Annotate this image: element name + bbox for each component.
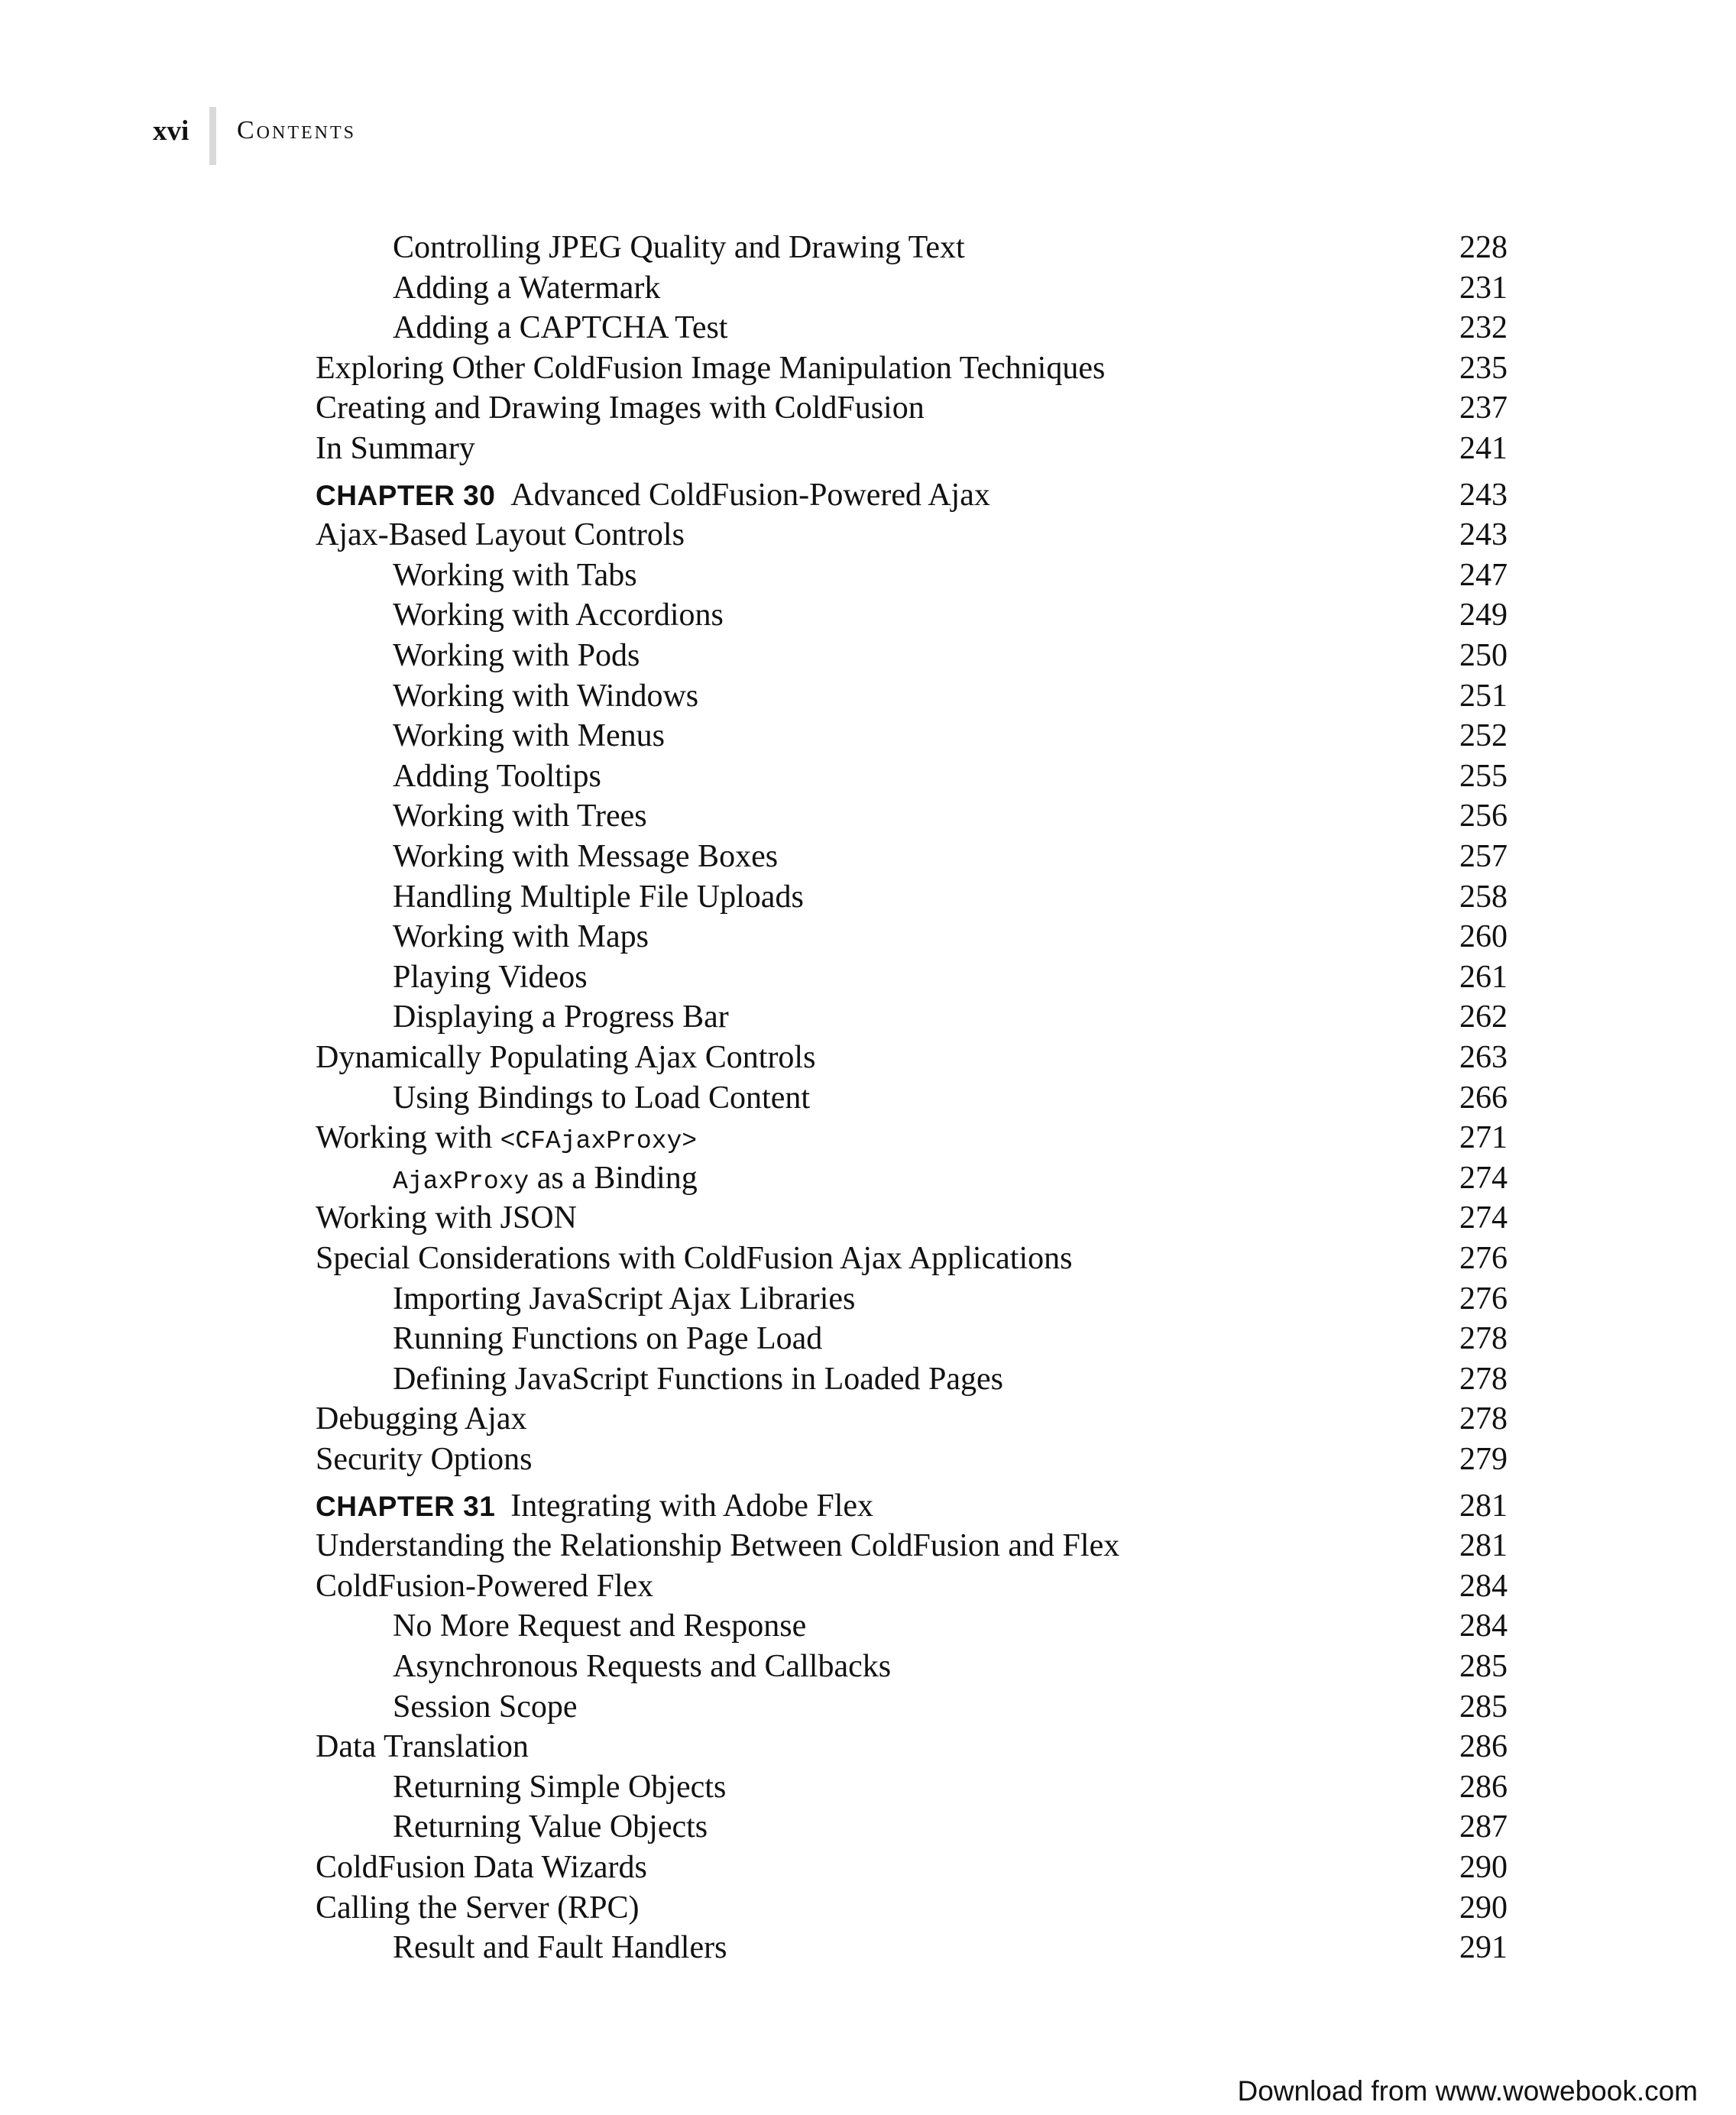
- toc-entry-title: [316, 388, 925, 429]
- toc-entry-text: Exploring Other ColdFusion Image Manipulation Techniques: [316, 350, 1106, 386]
- toc-page-number: 228: [1459, 230, 1508, 265]
- toc-page-number: 286: [1459, 1729, 1508, 1765]
- toc-entry-title: [393, 1647, 891, 1687]
- toc-entry-text: Integrating with Adobe Flex: [510, 1488, 874, 1524]
- toc-entry: [0, 1279, 1736, 1320]
- toc-entry-title: [316, 348, 1105, 389]
- toc-entry-text: Displaying a Progress Bar: [393, 999, 729, 1035]
- toc-entry: [0, 1038, 1736, 1078]
- toc-entry-title: [393, 228, 965, 268]
- page-number: xvi: [153, 115, 189, 147]
- toc-page-number: 252: [1459, 718, 1508, 754]
- toc-entry-text: Handling Multiple File Uploads: [393, 879, 804, 915]
- toc-entry-text: Returning Value Objects: [393, 1809, 708, 1845]
- toc-entry: [0, 636, 1736, 676]
- toc-entry: [0, 515, 1736, 555]
- toc-entry: [0, 1606, 1736, 1647]
- toc-entry-text: Working with Accordions: [393, 598, 724, 633]
- toc-page-number: 278: [1459, 1401, 1508, 1437]
- toc-entry-text: Special Considerations with ColdFusion Ajax Applications: [316, 1241, 1073, 1276]
- toc-entry-text: ColdFusion Data Wizards: [316, 1850, 647, 1885]
- toc-entry-title: [393, 595, 724, 636]
- toc-page-number: 276: [1459, 1281, 1508, 1317]
- toc-entry-text: Defining JavaScript Functions in Loaded Pages: [393, 1361, 1004, 1397]
- toc-entry: [0, 1399, 1736, 1440]
- toc-entry-text: Working with Message Boxes: [393, 839, 779, 874]
- toc-entry-title: [393, 1928, 727, 1968]
- chapter-label: CHAPTER 31: [316, 1490, 496, 1522]
- toc-page-number: 232: [1459, 310, 1508, 346]
- toc-entry-text: Using Bindings to Load Content: [393, 1080, 810, 1116]
- toc-entry-text: Adding a CAPTCHA Test: [393, 310, 728, 346]
- toc-entry-title: [393, 268, 660, 309]
- toc-page-number: 231: [1459, 270, 1508, 306]
- toc-entry-title: [316, 1566, 653, 1607]
- toc-entry: [0, 348, 1736, 389]
- toc-entry: [0, 1078, 1736, 1119]
- toc-entry-text: Asynchronous Requests and Callbacks: [393, 1649, 892, 1684]
- toc-entry-text: Working with Pods: [393, 638, 640, 673]
- toc-entry: [0, 308, 1736, 348]
- toc-entry-text: as a Binding: [529, 1160, 698, 1196]
- toc-entry: [0, 1767, 1736, 1808]
- toc-entry-title: [393, 877, 804, 918]
- toc-page-number: 284: [1459, 1608, 1508, 1644]
- toc-entry-text: Ajax-Based Layout Controls: [316, 517, 685, 553]
- toc-page-number: 243: [1459, 517, 1508, 553]
- toc-entry-title: [393, 796, 647, 837]
- toc-chapter-entry: [0, 1486, 1736, 1527]
- toc-page-number: 278: [1459, 1321, 1508, 1357]
- toc-entry-title: [393, 1687, 578, 1728]
- toc-entry-title: [316, 1198, 577, 1239]
- toc-entry-text: Running Functions on Page Load: [393, 1321, 823, 1357]
- toc-page-number: 266: [1459, 1080, 1508, 1116]
- toc-page-number: 286: [1459, 1769, 1508, 1805]
- toc-entry-text: Working with JSON: [316, 1200, 577, 1236]
- toc-entry: [0, 756, 1736, 797]
- toc-entry-title: [316, 1486, 873, 1527]
- toc-entry-title: [393, 716, 665, 756]
- toc-entry-text: Calling the Server (RPC): [316, 1890, 640, 1926]
- toc-page-number: 274: [1459, 1200, 1508, 1236]
- toc-entry: [0, 1888, 1736, 1929]
- toc-entry-text: Creating and Drawing Images with ColdFusion: [316, 390, 925, 426]
- section-title: Contents: [237, 116, 357, 144]
- toc-page-number: 291: [1459, 1930, 1508, 1966]
- toc-page-number: 260: [1459, 919, 1508, 955]
- toc-entry-title: [316, 1118, 697, 1161]
- toc-entry-title: [393, 837, 778, 877]
- toc-entry-title: [393, 1078, 810, 1119]
- toc-page-number: 235: [1459, 350, 1508, 386]
- toc-entry: [0, 1687, 1736, 1728]
- toc-entry: [0, 1158, 1736, 1199]
- toc-entry: [0, 676, 1736, 717]
- toc-entry: [0, 997, 1736, 1038]
- toc-entry-title: [316, 1038, 815, 1078]
- toc-entry: [0, 429, 1736, 469]
- toc-entry: [0, 1359, 1736, 1400]
- toc-page-number: 261: [1459, 959, 1508, 995]
- toc-entry-title: [316, 1440, 532, 1480]
- toc-page-number: 258: [1459, 879, 1508, 915]
- toc-entry-title: [393, 917, 649, 957]
- toc-page-number: 263: [1459, 1040, 1508, 1075]
- toc-entry: [0, 1647, 1736, 1687]
- toc-entry-text: Debugging Ajax: [316, 1401, 527, 1437]
- toc-entry: [0, 1440, 1736, 1480]
- toc-entry: [0, 268, 1736, 309]
- toc-entry-text: Working with: [316, 1120, 500, 1156]
- toc-entry-text: Adding a Watermark: [393, 270, 661, 306]
- toc-page-number: 241: [1459, 431, 1508, 466]
- toc-entry-text: Session Scope: [393, 1689, 578, 1725]
- toc-entry: [0, 1526, 1736, 1566]
- toc-page-number: 274: [1459, 1160, 1508, 1196]
- toc-page-number: 285: [1459, 1649, 1508, 1684]
- toc-entry-title: [316, 1727, 529, 1767]
- toc-page-number: 256: [1459, 798, 1508, 834]
- toc-chapter-entry: [0, 475, 1736, 516]
- toc-page-number: 255: [1459, 758, 1508, 794]
- toc-entry-text: Controlling JPEG Quality and Drawing Text: [393, 230, 965, 265]
- toc-entry-title: [316, 475, 990, 516]
- toc-entry-text: Working with Windows: [393, 678, 699, 714]
- toc-entry-text: Working with Tabs: [393, 557, 637, 593]
- toc-page-number: 257: [1459, 839, 1508, 874]
- toc-entry-title: [393, 1359, 1003, 1400]
- toc-entry-title: [393, 636, 640, 676]
- toc-entry-title: [393, 676, 698, 717]
- toc-entry: [0, 1118, 1736, 1158]
- toc-entry-text: Adding Tooltips: [393, 758, 601, 794]
- toc-entry: [0, 1848, 1736, 1888]
- toc-page-number: 278: [1459, 1361, 1508, 1397]
- toc-entry: [0, 917, 1736, 957]
- toc-entry: [0, 555, 1736, 596]
- toc-entry-text: Playing Videos: [393, 959, 588, 995]
- toc-entry-title: [393, 997, 729, 1038]
- toc-page-number: 287: [1459, 1809, 1508, 1845]
- toc-page-number: 250: [1459, 638, 1508, 673]
- toc-entry: [0, 595, 1736, 636]
- toc-entry-text: In Summary: [316, 431, 475, 466]
- toc-entry-text: Result and Fault Handlers: [393, 1930, 727, 1966]
- toc-page-number: 281: [1459, 1528, 1508, 1564]
- toc-entry-text: No More Request and Response: [393, 1608, 807, 1644]
- toc-entry-text: Returning Simple Objects: [393, 1769, 727, 1805]
- toc-entry: [0, 1807, 1736, 1848]
- chapter-label: CHAPTER 30: [316, 479, 496, 511]
- toc-entry: [0, 1198, 1736, 1239]
- toc-entry-title: [316, 515, 685, 555]
- toc-entry-text: Working with Menus: [393, 718, 665, 754]
- toc-entry-text: Working with Maps: [393, 919, 649, 955]
- toc-page-number: 279: [1459, 1442, 1508, 1477]
- toc-entry-title: [393, 1158, 698, 1202]
- toc-page-number: 247: [1459, 557, 1508, 593]
- toc-entry-title: [393, 308, 727, 348]
- toc-entry-title: [393, 1279, 855, 1320]
- toc-entry: [0, 1319, 1736, 1359]
- toc-entry-title: [316, 1848, 647, 1888]
- toc-entry-title: [393, 555, 637, 596]
- toc-entry-title: [316, 1399, 526, 1440]
- toc-page-number: 290: [1459, 1890, 1508, 1926]
- toc-page-number: 243: [1459, 477, 1508, 513]
- running-head: [0, 107, 1736, 168]
- toc-page-number: 281: [1459, 1488, 1508, 1524]
- toc-entry-title: [393, 1319, 822, 1359]
- toc-entry-title: [393, 1807, 708, 1848]
- toc-entry-text: Importing JavaScript Ajax Libraries: [393, 1281, 856, 1317]
- toc-entry: [0, 796, 1736, 837]
- toc-page-number: 285: [1459, 1689, 1508, 1725]
- toc-entry-text: Dynamically Populating Ajax Controls: [316, 1040, 816, 1075]
- toc-page-number: 262: [1459, 999, 1508, 1035]
- toc-entry-title: [316, 429, 475, 469]
- toc-entry-text: Understanding the Relationship Between ColdFusion and Flex: [316, 1528, 1120, 1564]
- code-text: <CFAjaxProxy>: [500, 1127, 698, 1156]
- toc-entry: [0, 1727, 1736, 1767]
- toc-entry: [0, 1928, 1736, 1968]
- toc-entry-title: [316, 1526, 1119, 1566]
- header-divider: [209, 107, 216, 165]
- toc-page-number: 276: [1459, 1241, 1508, 1276]
- toc-entry-title: [393, 957, 588, 998]
- toc-entry-text: Security Options: [316, 1442, 533, 1477]
- toc-entry: [0, 388, 1736, 429]
- toc-entry: [0, 1566, 1736, 1607]
- toc-entry-title: [393, 1606, 806, 1647]
- toc-entry: [0, 957, 1736, 998]
- toc-entry-title: [393, 756, 601, 797]
- toc-entry: [0, 716, 1736, 756]
- toc-entry-text: Data Translation: [316, 1729, 529, 1765]
- toc-entry: [0, 877, 1736, 918]
- toc-entry-title: [393, 1767, 726, 1808]
- toc-entry-text: Working with Trees: [393, 798, 647, 834]
- toc-entry-text: Advanced ColdFusion-Powered Ajax: [510, 477, 990, 513]
- toc-entry-title: [316, 1888, 639, 1929]
- toc-entry: [0, 228, 1736, 268]
- toc-entry-title: [316, 1239, 1072, 1279]
- toc-page-number: 249: [1459, 598, 1508, 633]
- toc-page-number: 290: [1459, 1850, 1508, 1885]
- toc-page-number: 271: [1459, 1120, 1508, 1156]
- toc-page-number: 237: [1459, 390, 1508, 426]
- toc-entry-text: ColdFusion-Powered Flex: [316, 1568, 654, 1604]
- toc-page-number: 251: [1459, 678, 1508, 714]
- code-text: AjaxProxy: [393, 1167, 530, 1196]
- toc-entry: [0, 837, 1736, 877]
- toc-entry: [0, 1239, 1736, 1279]
- toc-page-number: 284: [1459, 1568, 1508, 1604]
- download-footer: Download from www.wowebook.com: [1237, 2075, 1698, 2107]
